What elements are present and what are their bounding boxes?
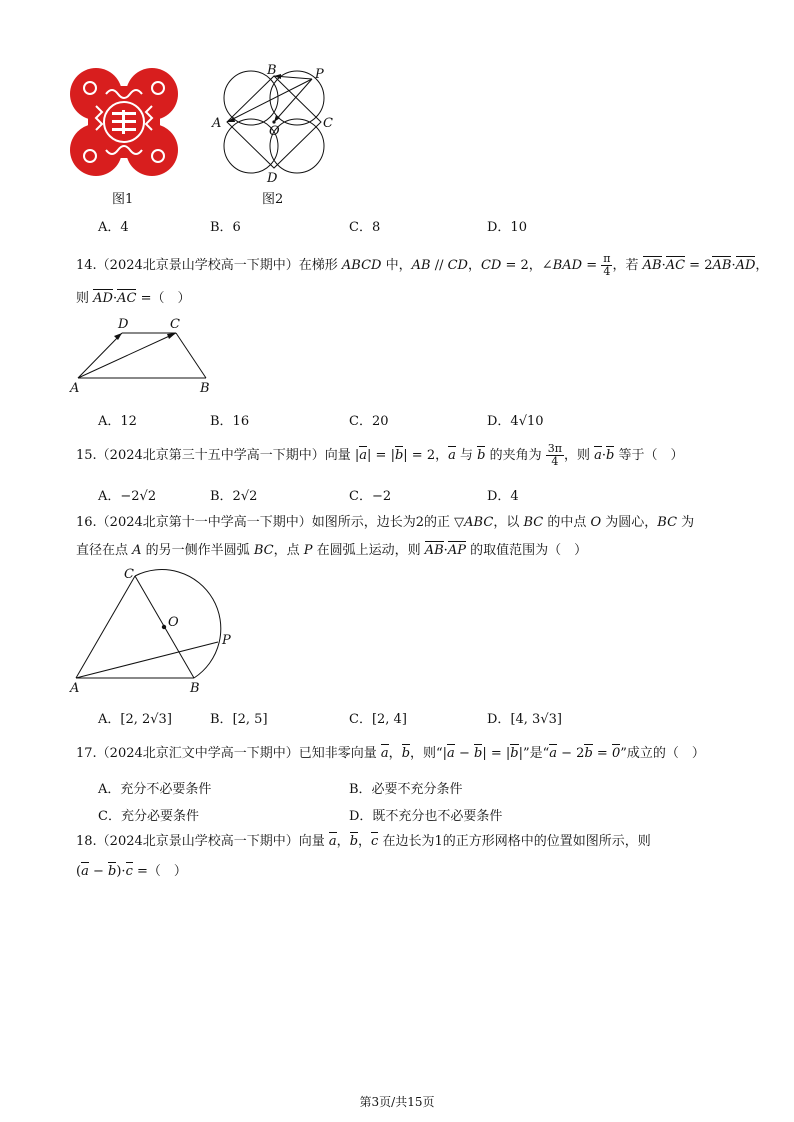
q15-option-c[interactable]: C．−2 <box>349 489 392 504</box>
q15-option-d[interactable]: D．4 <box>487 489 519 504</box>
q14-trapezoid-figure <box>66 312 226 398</box>
q17-stem: 17.（2024北京汇文中学高一下期中）已知非零向量 a，b，则“|a − b| = |b|”是“a − 2b = 0”成立的（ ） <box>76 744 705 764</box>
q14-label-c: C <box>170 317 180 332</box>
q16-option-d[interactable]: D．[4, 3√3] <box>487 712 562 727</box>
q16-stem-line2: 直径在点 A 的另一侧作半圆弧 BC，点 P 在圆弧上运动，则 AB·AP 的取值范围为（ ） <box>76 541 587 561</box>
fig2-label-o: O <box>269 124 280 139</box>
q14-stem-line2: 则 AD·AC =（ ） <box>76 289 190 309</box>
q18-suffix: 在边长为1的正方形网格中的位置如图所示，则 <box>382 834 651 849</box>
fig2-label-p: P <box>315 67 324 82</box>
q13-option-b[interactable]: B．6 <box>210 220 241 235</box>
q14-label-d: D <box>118 317 129 332</box>
q16-label-o: O <box>168 615 179 630</box>
figure-2-diagram <box>205 64 345 190</box>
q14-option-d[interactable]: D．4√10 <box>487 414 544 429</box>
q18-prefix: 18.（2024北京景山学校高一下期中）向量 <box>76 834 325 849</box>
q13-option-a[interactable]: A．4 <box>98 220 129 235</box>
q18-stem: 18.（2024北京景山学校高一下期中）向量 a，b，c 在边长为1的正方形网格中的位置如图所示，则 <box>76 832 651 852</box>
fig2-label-d: D <box>267 171 278 186</box>
fig2-label-a: A <box>212 116 222 131</box>
q15-prefix: 15.（2024北京第三十五中学高一下期中）向量 <box>76 448 351 463</box>
fig2-label-b: B <box>267 64 277 78</box>
figure-1-papercut <box>68 66 180 178</box>
q18-stem-line2: (a − b)·c =（ ） <box>76 862 187 882</box>
q16-semicircle-figure <box>66 566 246 696</box>
trapezoid-diagram <box>66 312 226 398</box>
q16-label-a: A <box>70 681 80 696</box>
q13-option-d[interactable]: D．10 <box>487 220 527 235</box>
q16-label-b: B <box>190 681 200 696</box>
q14-option-a[interactable]: A．12 <box>98 414 137 429</box>
q14-stem: 14.（2024北京景山学校高一下期中）在梯形 ABCD 中，AB // CD，CD = 2，∠BAD = $\frac{\pi}{4}$ ，若 AB·AC = 2AB·AD， <box>76 252 769 278</box>
q16-stem-line1: 16.（2024北京第十一中学高一下期中）如图所示，边长为2的正 ▽ABC，以 BC 的中点 O 为圆心，BC 为 <box>76 515 695 530</box>
q16-option-a[interactable]: A．[2, 2√3] <box>98 712 172 727</box>
q15-stem: 15.（2024北京第三十五中学高一下期中）向量 |a| = |b| = 2，a 与 b 的夹角为 $\frac{3\pi}{4}$ ，则 a·b 等于（ ） <box>76 442 684 468</box>
fig2-label-c: C <box>323 116 333 131</box>
q14-option-c[interactable]: C．20 <box>349 414 389 429</box>
q14-label-a: A <box>70 381 80 396</box>
q14-prefix: 14.（2024北京景山学校高一下期中）在梯形 <box>76 258 338 273</box>
q17-prefix: 17.（2024北京汇文中学高一下期中）已知非零向量 <box>76 746 377 761</box>
q17-option-d[interactable]: D．既不充分也不必要条件 <box>349 809 503 824</box>
page-footer: 第3页/共15页 <box>359 1095 435 1109</box>
q16-option-c[interactable]: C．[2, 4] <box>349 712 407 727</box>
triangle-semicircle-diagram <box>66 566 246 696</box>
q16-option-b[interactable]: B．[2, 5] <box>210 712 268 727</box>
q14-label-b: B <box>200 381 210 396</box>
q15-option-a[interactable]: A．−2√2 <box>98 489 157 504</box>
q13-option-c[interactable]: C．8 <box>349 220 381 235</box>
q16-label-c: C <box>124 567 134 582</box>
papercut-image <box>68 66 180 178</box>
q17-option-c[interactable]: C．充分必要条件 <box>98 809 199 824</box>
figure-2-caption: 图2 <box>262 192 284 207</box>
q16-label-p: P <box>222 633 231 648</box>
q17-option-b[interactable]: B．必要不充分条件 <box>349 782 463 797</box>
q14-option-b[interactable]: B．16 <box>210 414 250 429</box>
q15-option-b[interactable]: B．2√2 <box>210 489 258 504</box>
q17-option-a[interactable]: A．充分不必要条件 <box>98 782 212 797</box>
circles-square-diagram <box>205 64 345 190</box>
figure-1-caption: 图1 <box>112 192 134 207</box>
